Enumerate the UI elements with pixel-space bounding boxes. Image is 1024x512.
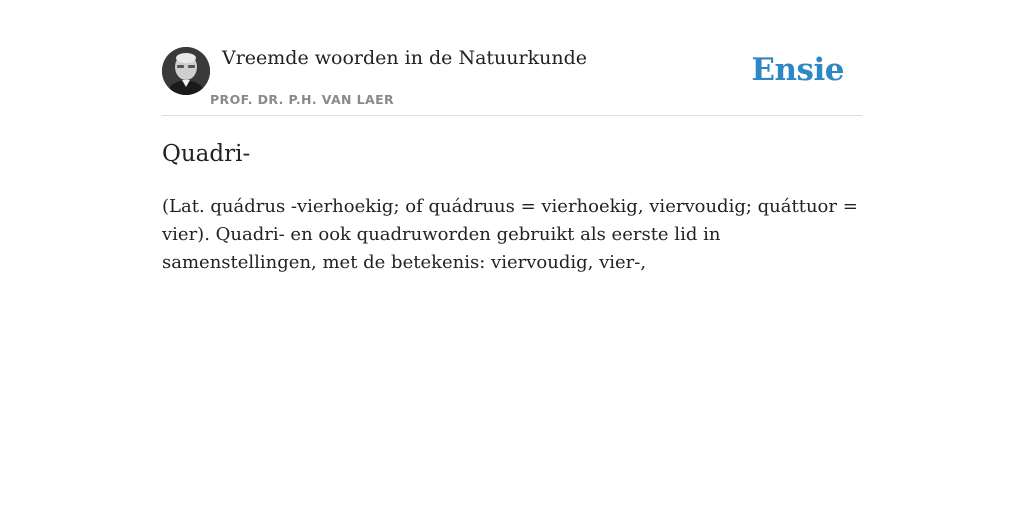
entry-definition: (Lat. quádrus -vierhoekig; of quádruus = vierhoekig, viervoudig; quáttuor = vier). Quadri- en ook quadruworden gebruikt als eerste lid in samenstellingen, met de betekenis: viervoudig, vier-, [162,196,858,273]
page-header [162,46,862,116]
entry-term: Quadri- [162,141,251,167]
author-portrait-icon [162,47,210,95]
author-avatar[interactable] [162,47,210,95]
author-name[interactable]: PROF. DR. P.H. VAN LAER [210,92,395,107]
book-title[interactable]: Vreemde woorden in de Natuurkunde [222,47,587,69]
brand-logo[interactable]: Ensie [751,52,844,88]
